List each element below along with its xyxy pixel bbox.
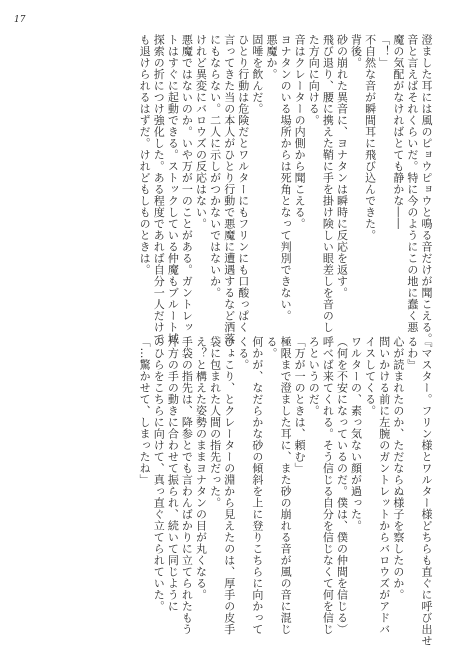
text-line: 問いかける前に左腕のガントレットからバロウズがアドバ: [377, 336, 391, 635]
text-line: 飛び退り、腰に携えた鞘に手を掛け険しい眼差しを音のし: [321, 34, 335, 333]
text-line: 心が読まれたのか、ただならぬ様子を察したのか。: [391, 336, 405, 601]
text-line: ヨナタンのいる場所からは死角となって判別できない。: [279, 34, 293, 322]
text-line: 固唾を飲んだ。: [250, 34, 264, 115]
text-line: イスしてくる。: [363, 336, 377, 417]
text-line: 悪魔か。: [264, 34, 278, 80]
text-line: 『マスター。フリン様とワルター様どちらも直ぐに呼び出せ: [420, 336, 433, 647]
text-line: 音と言えばそれくらいだ。特に今のようにこの地に蠢く悪: [405, 34, 419, 333]
text-line: ワルターの、素っ気ない顔が過った。: [349, 336, 363, 532]
text-line: た方向に向ける。: [307, 34, 321, 126]
text-line: も退けられるはずだ。けれどもしものときは。: [138, 34, 152, 276]
lower-text-block: [137, 336, 433, 647]
text-line: にもならない。二人に示しがつかないではないか。: [208, 34, 222, 299]
text-line: るわ』: [405, 336, 419, 371]
text-line: 音はクレーターの内側から聞こえる。: [293, 34, 307, 230]
text-line: 極限まで澄ました耳に、また砂の崩れる音が風の音に混じ: [279, 336, 293, 635]
text-line: 言ってきた当の本人がひとり行動で悪魔に遭遇するなど洒落: [222, 34, 236, 345]
text-line: 片方の手の動きに合わせて振られ、続いて同じように: [166, 336, 180, 612]
text-line: 不自然な音が瞬間耳に飛び込んできた。: [363, 34, 377, 241]
text-line: 手袋の指先は、降参とでも言わんばかりに立てられたもう: [180, 336, 194, 635]
text-line: ひょこり、とクレーターの淵から見えたのは、厚手の皮手: [222, 336, 236, 635]
text-line: 澄ました耳には風のピョウピョウと鳴る音だけが聞こえる。: [420, 34, 433, 345]
text-line: 袋に包まれた人間の指先だった。: [208, 336, 222, 509]
text-line: る。: [264, 336, 278, 359]
text-line: 探索の折につけ強化した。ある程度であれば自分一人だけで: [152, 34, 166, 345]
text-line: （何を不安になっているのだ。僕は、僕の仲間を信じる）: [335, 336, 349, 635]
text-line: 砂の崩れた異音に、ヨナタンは瞬時に反応を返す。: [335, 34, 349, 299]
text-line: 魔の気配がなければとても静かな――: [391, 34, 405, 230]
text-line: くる。: [236, 336, 250, 371]
text-line: 「万が一のときは、頼む」: [293, 336, 307, 474]
upper-text-block: [137, 34, 433, 345]
text-line: トはすぐに起動できる。ストックしている仲魔もブルート城: [166, 34, 180, 345]
text-line: 「…驚かせて、しまったね」: [138, 336, 152, 486]
text-line: 背後。: [349, 34, 363, 69]
text-line: 悪魔ではないのか。いや万が一のことがある。ガントレッ: [180, 34, 194, 333]
text-line: 「！」: [377, 34, 391, 69]
text-line: 呼べば来てくれる。そう信じる自分を信じなくて何を信じ: [321, 336, 335, 635]
text-line: けれど異変にバロウズの反応はない。: [194, 34, 208, 230]
page-number: 17: [14, 15, 26, 25]
text-line: え？と構えた姿勢のままヨナタンの目が丸くなる。: [194, 336, 208, 601]
text-line: ろというのだ。: [307, 336, 321, 417]
text-line: 何かが、なだらかな砂の傾斜を上に登りこちらに向かって: [250, 336, 264, 635]
text-line: ひとり行動は危険だとワルターにもフリンにも口酸っぱく: [236, 34, 250, 333]
text-line: のひらをこちらに向けて、真っ直ぐ立てられていた。: [152, 336, 166, 612]
